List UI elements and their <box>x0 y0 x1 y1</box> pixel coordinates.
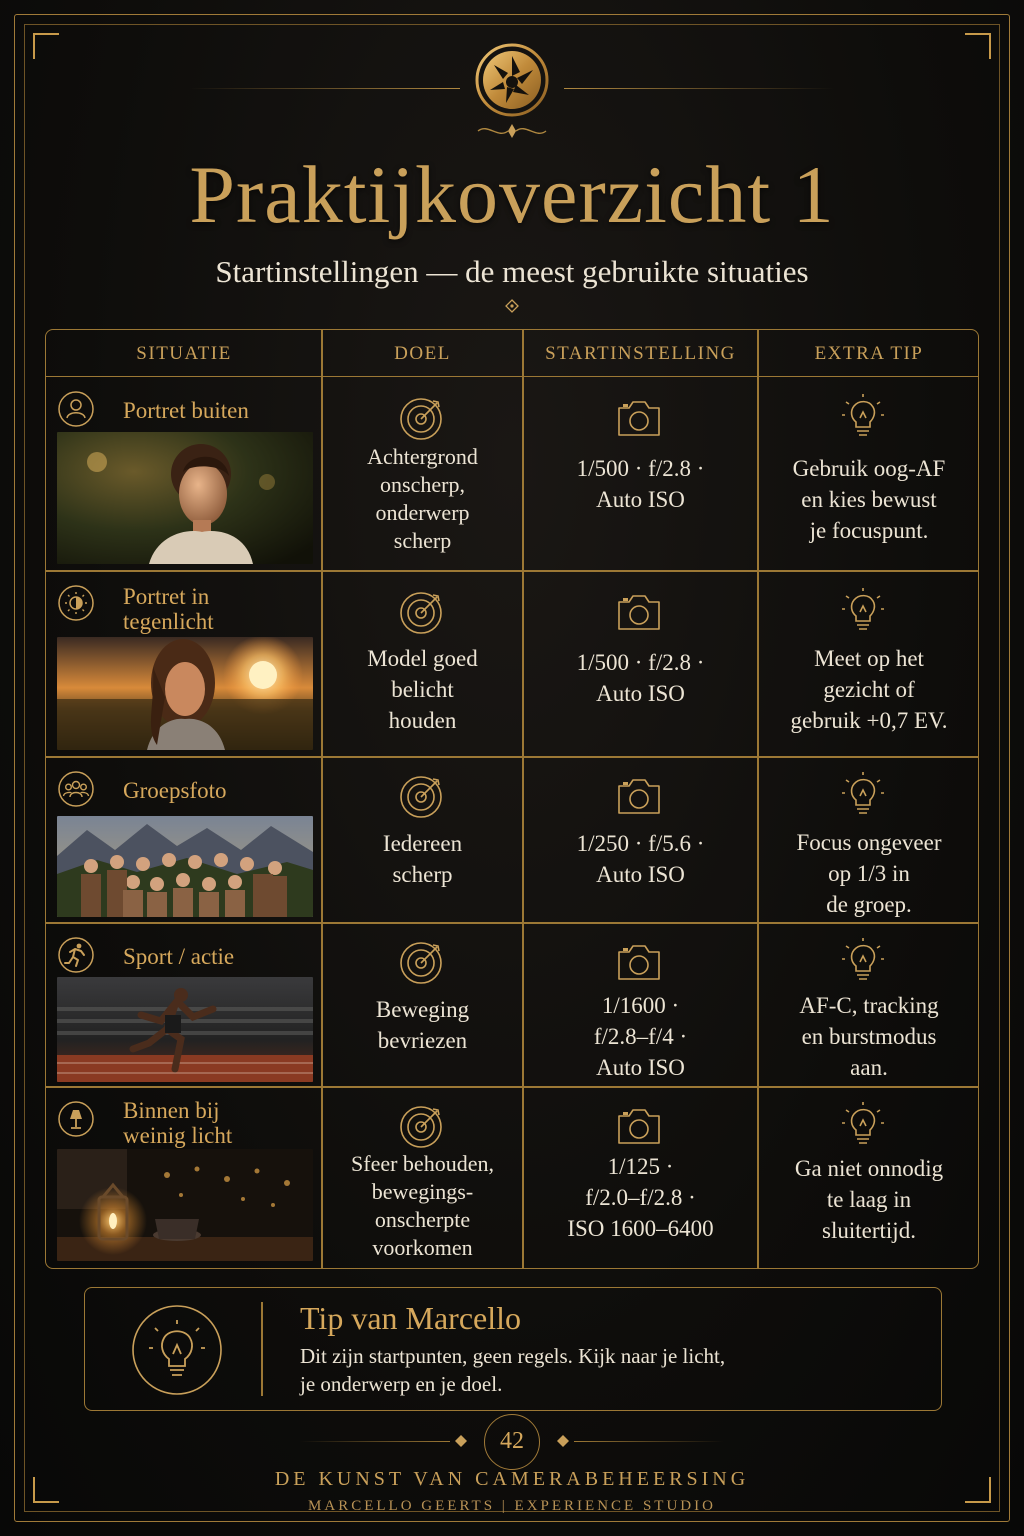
page-title: Praktijkoverzicht 1 <box>189 149 835 240</box>
backlight-sun-icon <box>57 584 95 622</box>
column-header-extra-tip: EXTRA TIP <box>814 343 924 364</box>
lightbulb-icon <box>131 1304 223 1396</box>
column-header-doel: DOEL <box>394 343 451 364</box>
settings-table <box>45 329 979 1269</box>
situation-label: Binnen bij weinig licht <box>123 1098 233 1148</box>
goal-text: Achtergrond onscherp, onderwerp scherp <box>367 444 478 553</box>
goal-text: Beweging bevriezen <box>375 997 470 1053</box>
photo-portrait-backlight <box>57 637 313 750</box>
lightbulb-icon <box>838 1099 888 1149</box>
header-rule-right <box>564 88 834 89</box>
situation-label: Portret in tegenlicht <box>123 584 214 634</box>
situation-label: Groepsfoto <box>123 778 227 803</box>
book-title: DE KUNST VAN CAMERABEHEERSING <box>274 1468 750 1490</box>
aperture-icon <box>474 42 550 118</box>
photo-sport <box>57 977 313 1082</box>
camera-icon <box>614 393 664 443</box>
tip-text: Meet op het gezicht of gebruik +0,7 EV. <box>790 646 948 733</box>
setting-text: 1/500 · f/2.8 · Auto ISO <box>576 650 705 706</box>
target-icon <box>397 587 447 637</box>
footer-rule-right <box>574 1441 724 1442</box>
table-row <box>46 757 979 922</box>
tip-divider <box>261 1302 263 1396</box>
camera-icon <box>614 587 664 637</box>
table-row <box>46 571 979 756</box>
column-header-startinstelling: STARTINSTELLING <box>545 343 736 364</box>
diamond-ornament <box>505 299 519 313</box>
situation-label: Portret buiten <box>123 398 249 423</box>
photo-group <box>57 816 313 917</box>
target-icon <box>397 771 447 821</box>
tip-text: Focus ongeveer op 1/3 in de groep. <box>796 830 942 917</box>
corner-ornament <box>965 33 991 59</box>
diamond-ornament <box>556 1434 570 1448</box>
tip-text: Gebruik oog-AF en kies bewust je focuspunt. <box>792 456 946 543</box>
page-subtitle: Startinstellingen — de meest gebruikte situaties <box>215 254 809 289</box>
tip-title: Tip van Marcello <box>300 1300 522 1336</box>
author-line: MARCELLO GEERTS | EXPERIENCE STUDIO <box>308 1498 716 1514</box>
tip-box <box>84 1287 942 1411</box>
table-row <box>46 1087 979 1269</box>
photo-low-light <box>57 1149 313 1261</box>
running-icon <box>57 936 95 974</box>
table-row <box>46 923 979 1086</box>
setting-text: 1/1600 · f/2.8–f/4 · Auto ISO <box>593 993 688 1080</box>
setting-text: 1/500 · f/2.8 · Auto ISO <box>576 456 705 512</box>
lamp-icon <box>57 1100 95 1138</box>
setting-text: 1/125 · f/2.0–f/2.8 · ISO 1600–6400 <box>567 1154 714 1241</box>
footer-rule-left <box>300 1441 450 1442</box>
table-header <box>46 330 979 377</box>
camera-icon <box>614 771 664 821</box>
photo-portrait-outdoor <box>57 432 313 564</box>
corner-ornament <box>33 33 59 59</box>
person-icon <box>57 390 95 428</box>
lightbulb-icon <box>838 935 888 985</box>
table-row <box>46 377 979 570</box>
lightbulb-icon <box>838 391 888 441</box>
goal-text: Model goed belicht houden <box>367 646 478 733</box>
header-rule-left <box>190 88 460 89</box>
goal-text: Iedereen scherp <box>382 831 463 887</box>
target-icon <box>397 1101 447 1151</box>
target-icon <box>397 937 447 987</box>
diamond-ornament <box>454 1434 468 1448</box>
tip-text: Ga niet onnodig te laag in sluitertijd. <box>794 1156 944 1243</box>
page-number: 42 <box>484 1414 540 1470</box>
situation-label: Sport / actie <box>123 944 235 969</box>
group-icon <box>57 770 95 808</box>
column-header-situatie: SITUATIE <box>136 343 232 364</box>
lightbulb-icon <box>838 585 888 635</box>
lightbulb-icon <box>838 769 888 819</box>
tip-text: AF-C, tracking en burstmodus aan. <box>799 993 939 1080</box>
target-icon <box>397 393 447 443</box>
goal-text: Sfeer behouden, bewegings- onscherpte voorkomen <box>351 1151 494 1260</box>
camera-icon <box>614 937 664 987</box>
flourish-ornament <box>474 120 550 142</box>
setting-text: 1/250 · f/5.6 · Auto ISO <box>576 831 705 887</box>
tip-body: Dit zijn startpunten, geen regels. Kijk naar je licht, je onderwerp en je doel. <box>300 1344 726 1396</box>
camera-icon <box>614 1101 664 1151</box>
